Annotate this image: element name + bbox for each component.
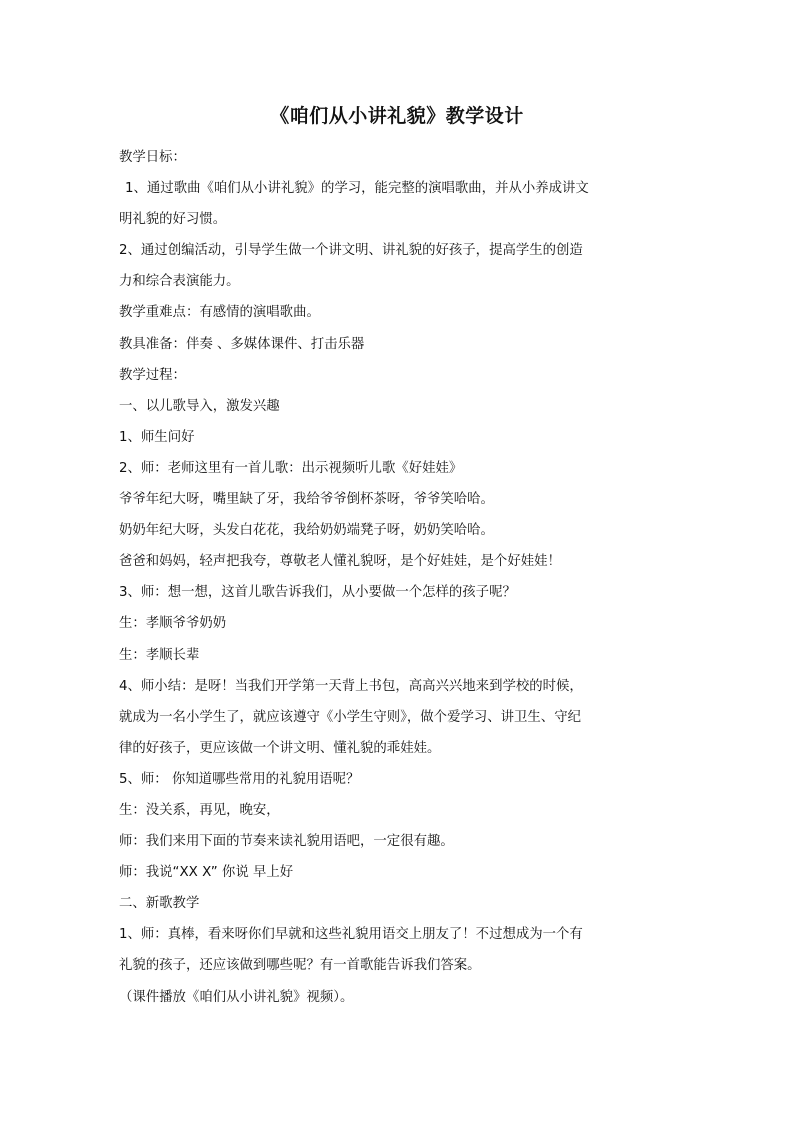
document-body (119, 142, 679, 1013)
paragraph-line: 3、师：想一想，这首儿歌告诉我们，从小要做一个怎样的孩子呢？ (119, 585, 516, 601)
materials-line: 教具准备：伴奏 、多媒体课件、打击乐器 (119, 336, 365, 352)
teacher-line: 师：我们来用下面的节奏来读礼貌用语吧，一定很有趣。 (119, 834, 454, 850)
section-heading: 二、新歌教学 (119, 896, 200, 912)
teacher-line: 师：我说“XX X” 你说 早上好 (119, 865, 294, 881)
poem-line: 爷爷年纪大呀，嘴里缺了牙，我给爷爷倒杯茶呀，爷爷笑哈哈。 (119, 492, 494, 508)
document-title: 《咱们从小讲礼貌》教学设计 (270, 105, 524, 127)
student-answer-line: 生：孝顺爷爷奶奶 (119, 616, 227, 632)
paragraph-line: （课件播放《咱们从小讲礼貌》视频）。 (119, 989, 354, 1005)
paragraph-line: 1、师：真棒，看来呀你们早就和这些礼貌用语交上朋友了！不过想成为一个有 (119, 927, 583, 943)
poem-line: 爸爸和妈妈，轻声把我夸，尊敬老人懂礼貌呀，是个好娃娃，是个好娃娃！ (119, 554, 561, 570)
paragraph-line: 礼貌的孩子，还应该做到哪些呢？有一首歌能告诉我们答案。 (119, 958, 481, 974)
section-heading: 一、以儿歌导入，激发兴趣 (119, 398, 280, 414)
paragraph-line: 5、师： 你知道哪些常用的礼貌用语呢？ (119, 771, 360, 787)
paragraph-line: 2、通过创编活动，引导学生做一个讲文明、讲礼貌的好孩子，提高学生的创造 (119, 243, 583, 259)
paragraph-line: 2、师：老师这里有一首儿歌：出示视频听儿歌《好娃娃》 (119, 460, 463, 476)
key-difficulty-line: 教学重难点：有感情的演唱歌曲。 (119, 305, 320, 321)
teaching-process-heading: 教学过程： (119, 367, 186, 383)
paragraph-line: 明礼貌的好习惯。 (119, 212, 227, 228)
paragraph-line: 律的好孩子，更应该做一个讲文明、懂礼貌的乖娃娃。 (119, 740, 441, 756)
paragraph-line: 4、师小结：是呀！当我们开学第一天背上书包，高高兴兴地来到学校的时候， (119, 678, 583, 694)
teaching-goals-heading: 教学日标： (119, 150, 186, 165)
paragraph-line: 就成为一名小学生了，就应该遵守《小学生守则》，做个爱学习、讲卫生、守纪 (119, 709, 581, 725)
student-answer-line: 生：没关系，再见，晚安， (119, 802, 280, 818)
poem-line: 奶奶年纪大呀，头发白花花，我给奶奶端凳子呀，奶奶笑哈哈。 (119, 523, 494, 539)
paragraph-line: 力和综合表演能力。 (119, 274, 240, 290)
student-answer-line: 生：孝顺长辈 (119, 647, 200, 663)
paragraph-line: 1、通过歌曲《咱们从小讲礼貌》的学习，能完整的演唱歌曲，并从小养成讲文 (125, 181, 589, 197)
paragraph-line: 1、师生问好 (119, 429, 195, 445)
